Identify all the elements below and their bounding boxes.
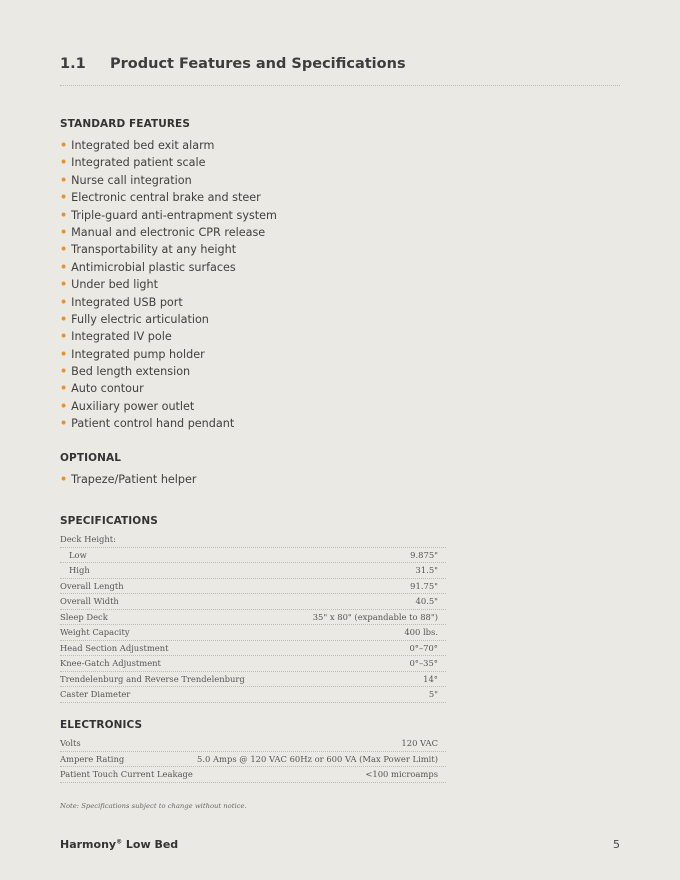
bullet-icon: •: [60, 225, 68, 239]
list-item-label: Patient control hand pendant: [71, 417, 235, 431]
bullet-icon: •: [60, 139, 68, 152]
section-title: Product Features and Specifications: [110, 56, 406, 72]
table-row: [60, 563, 446, 579]
section-number: 1.1: [60, 56, 86, 72]
list-item: [60, 207, 277, 224]
list-item-label: Trapeze/Patient helper: [71, 473, 197, 486]
row-label: High: [69, 565, 90, 575]
table-row: [60, 625, 446, 641]
list-item: [60, 380, 277, 397]
table-row: [60, 767, 446, 783]
footer-brand: [60, 838, 178, 851]
list-item: [60, 259, 277, 276]
bullet-icon: •: [60, 260, 68, 274]
list-item: [60, 328, 277, 345]
list-item-label: Integrated patient scale: [71, 156, 206, 170]
list-item-label: Integrated pump holder: [71, 347, 205, 361]
list-item: [60, 172, 277, 189]
row-label: Knee-Gatch Adjustment: [60, 658, 161, 668]
list-item-label: Integrated USB port: [71, 295, 183, 309]
bullet-icon: •: [60, 399, 68, 413]
list-item-label: Integrated IV pole: [71, 330, 172, 344]
row-value: <100 microamps: [365, 769, 438, 779]
page-number: 5: [613, 838, 620, 851]
row-label: Overall Length: [60, 580, 124, 591]
row-value: 120 VAC: [401, 738, 438, 748]
list-item: [60, 241, 277, 258]
row-label: Deck Height:: [60, 534, 116, 544]
list-item: [60, 311, 277, 328]
list-item: [60, 363, 277, 380]
bullet-icon: •: [60, 330, 68, 344]
row-value: 0°–70°: [409, 642, 438, 653]
brand-suffix: Low Bed: [122, 838, 179, 851]
bullet-icon: •: [60, 295, 68, 309]
row-label: Sleep Deck: [60, 611, 108, 622]
row-value: 40.5": [415, 596, 438, 606]
row-value: 91.75": [410, 580, 438, 591]
optional-heading: OPTIONAL: [60, 452, 122, 464]
table-row: [60, 641, 446, 657]
row-label: Head Section Adjustment: [60, 642, 169, 653]
table-row: [60, 752, 446, 768]
row-value: 9.875": [410, 549, 438, 560]
table-row: [60, 687, 446, 703]
optional-list: [60, 471, 196, 488]
list-item: [60, 189, 277, 206]
table-row: [60, 736, 446, 752]
list-item-label: Integrated bed exit alarm: [71, 139, 215, 152]
list-item: [60, 137, 277, 154]
bullet-icon: •: [60, 173, 68, 187]
page-title: [60, 56, 620, 72]
table-row: [60, 532, 446, 548]
list-item: [60, 415, 277, 432]
bullet-icon: •: [60, 208, 68, 222]
list-item-label: Triple-guard anti-entrapment system: [71, 208, 277, 222]
bullet-icon: •: [60, 278, 68, 292]
row-value: 14°: [423, 673, 438, 684]
row-value: 5.0 Amps @ 120 VAC 60Hz or 600 VA (Max Power Limit): [197, 753, 438, 764]
row-label: Weight Capacity: [60, 627, 130, 637]
table-row: [60, 594, 446, 610]
list-item-label: Nurse call integration: [71, 173, 192, 187]
row-value: 35" x 80" (expandable to 88"): [312, 611, 438, 622]
row-value: 400 lbs.: [404, 627, 438, 637]
list-item-label: Under bed light: [71, 278, 159, 292]
row-label: Low: [69, 549, 87, 560]
bullet-icon: •: [60, 382, 68, 396]
table-row: [60, 579, 446, 595]
list-item-label: Electronic central brake and steer: [71, 191, 261, 205]
bullet-icon: •: [60, 156, 68, 170]
standard-features-list: [60, 137, 277, 433]
divider: [60, 85, 620, 86]
bullet-icon: •: [60, 417, 68, 431]
table-row: [60, 610, 446, 626]
list-item: [60, 276, 277, 293]
row-label: Overall Width: [60, 596, 119, 606]
list-item: [60, 471, 196, 488]
brand-name: Harmony: [60, 838, 117, 851]
bullet-icon: •: [60, 365, 68, 379]
list-item-label: Antimicrobial plastic surfaces: [71, 260, 236, 274]
specifications-heading: SPECIFICATIONS: [60, 515, 158, 527]
list-item-label: Manual and electronic CPR release: [71, 225, 266, 239]
row-label: Volts: [60, 738, 81, 748]
specifications-table: [60, 532, 446, 703]
list-item-label: Transportability at any height: [71, 243, 237, 257]
row-label: Caster Diameter: [60, 689, 131, 699]
list-item: [60, 154, 277, 171]
bullet-icon: •: [60, 347, 68, 361]
row-label: Trendelenburg and Reverse Trendelenburg: [60, 673, 245, 684]
table-row: [60, 548, 446, 564]
table-row: [60, 656, 446, 672]
bullet-icon: •: [60, 191, 68, 205]
bullet-icon: •: [60, 312, 68, 326]
bullet-icon: •: [60, 243, 68, 257]
table-row: [60, 672, 446, 688]
list-item: [60, 346, 277, 363]
electronics-heading: ELECTRONICS: [60, 719, 143, 731]
brand-mark: ®: [116, 838, 123, 846]
bullet-icon: •: [60, 473, 68, 486]
list-item-label: Fully electric articulation: [71, 312, 209, 326]
list-item-label: Auto contour: [71, 382, 144, 396]
list-item: [60, 224, 277, 241]
row-label: Patient Touch Current Leakage: [60, 769, 193, 779]
note: Note: Specifications subject to change without notice.: [60, 802, 247, 810]
list-item-label: Auxiliary power outlet: [71, 399, 195, 413]
standard-features-heading: STANDARD FEATURES: [60, 118, 190, 130]
list-item-label: Bed length extension: [71, 365, 191, 379]
row-value: 0°–35°: [409, 658, 438, 668]
list-item: [60, 398, 277, 415]
electronics-table: [60, 736, 446, 783]
row-label: Ampere Rating: [60, 753, 125, 764]
list-item: [60, 294, 277, 311]
row-value: 5": [428, 689, 438, 699]
row-value: 31.5": [415, 565, 438, 575]
